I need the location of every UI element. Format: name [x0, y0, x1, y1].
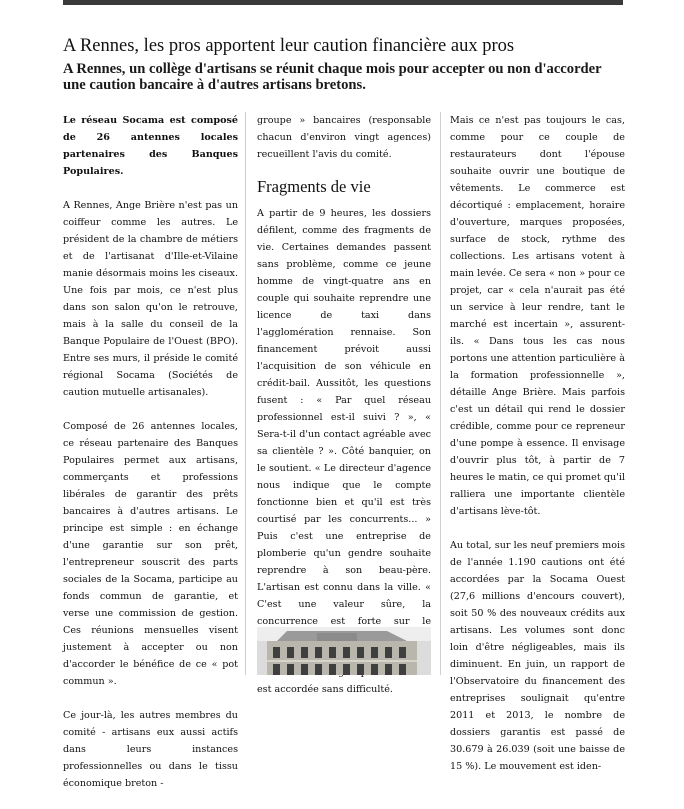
body-paragraph: Mais ce n'est pas toujours le cas, comme pour ce couple de restaurateurs dont l'épouse souhaite ouvrir une boutique de vêtements. Le commerce est décortiqué : emplacement, horaire d'ouverture, marques proposées, surface de stock, rythme des collections. Les artisans votent à main levée. Ce sera « non » pour ce projet, car « cela n'aurait pas été un service à leur rendre, tant le marché est incertain », assurent-ils. « Dans tous les cas nous portons une attention particulière à la formation professionnelle », détaille Ange Brière. Mais parfois c'est un détail qui rend le dossier crédible, comme pour ce repreneur d'une pompe à essence. Il envisage d'ouvrir plus tôt, à partir de 7 heures le matin, ce qui promet qu'il ralliera une importante clientèle d'artisans lève-tôt.: [450, 115, 625, 517]
column-2: [257, 112, 431, 715]
column-3: [450, 112, 625, 792]
body-paragraph: Composé de 26 antennes locales, ce réseau partenaire des Banques Populaires permet aux artisans, commerçants et professions libérales de garantir des prêts bancaires à d'autres artisans. Le principe est simple : en échange d'une garantie sur son prêt, l'entrepreneur souscrit des parts sociales de la Socama, participe au fonds commun de garantie, et verse une commission de gestion. Ces réunions mensuelles visent justement à accepter ou non d'accorder le bénéfice de ce « pot commun ».: [63, 421, 238, 687]
column-1: [63, 112, 238, 809]
body-paragraph: Au total, sur les neuf premiers mois de l'année 1.190 cautions ont été accordées par la Socama Ouest (27,6 millions d'encours couvert), soit 50 % des nouveaux crédits aux artisans. Les volumes sont donc loin d'être négligeables, mais ils diminuent. En juin, un rapport de l'Observatoire du financement des entreprises soulignait qu'entre 2011 et 2013, le nombre de dossiers garantis est passé de 30.679 à 26.039 (soit une baisse de 15 %). Le mouvement est iden-: [450, 540, 625, 772]
body-paragraph: A partir de 9 heures, les dossiers défilent, comme des fragments de vie. Certaines demandes passent sans problème, comme ce jeune homme de vingt-quatre ans en couple qui souhaite reprendre une licence de taxi dans l'agglomération rennaise. Son financement prévoit aussi l'acquisition de son véhicule en crédit-bail. Aussitôt, les questions fusent : « Par quel réseau professionnel est-il suivi ? », « Sera-t-il d'un contact agréable avec sa clientèle ? ». Côté banquier, on le soutient. « Le directeur d'agence nous indique que le compte fonctionne bien et qu'il est très courtisé par les concurrents... » Puis c'est une entreprise de plomberie qu'un gendre souhaite reprendre à son beau-père. L'artisan est connu dans la ville. « C'est une valeur sûre, la concurrence est forte sur le est accordée sans difficulté.: [257, 208, 431, 695]
lead-paragraph: Le réseau Socama est composé de 26 antennes locales partenaires des Banques Populaires.: [63, 115, 238, 177]
top-rule: [63, 0, 623, 5]
body-paragraph: groupe » bancaires (responsable chacun d'environ vingt agences) recueillent l'avis du comité.: [257, 115, 431, 160]
column-divider: [245, 112, 246, 675]
article-standfirst: A Rennes, un collège d'artisans se réunit chaque mois pour accepter ou non d'accorder une caution bancaire à d'autres artisans bretons.: [63, 61, 602, 93]
section-subhead: Fragments de vie: [257, 177, 371, 196]
body-paragraph: A Rennes, Ange Brière n'est pas un coiffeur comme les autres. Le président de la chambre de métiers et de l'artisanat d'Ille-et-Vilaine manie désormais moins les ciseaux. Une fois par mois, ce n'est plus dans son salon qu'on le retrouve, mais à la salle du conseil de la Banque Populaire de l'Ouest (BPO). Entre ses murs, il préside le comité régional Socama (Sociétés de caution mutuelle artisanales).: [63, 200, 238, 398]
building-photo: [257, 627, 431, 675]
column-divider: [440, 112, 441, 675]
body-paragraph: Ce jour-là, les autres membres du comité - artisans eux aussi actifs dans leurs instances professionnelles ou dans le tissu économique breton -: [63, 710, 238, 789]
article-headline: A Rennes, les pros apportent leur caution financière aux pros: [63, 36, 515, 56]
